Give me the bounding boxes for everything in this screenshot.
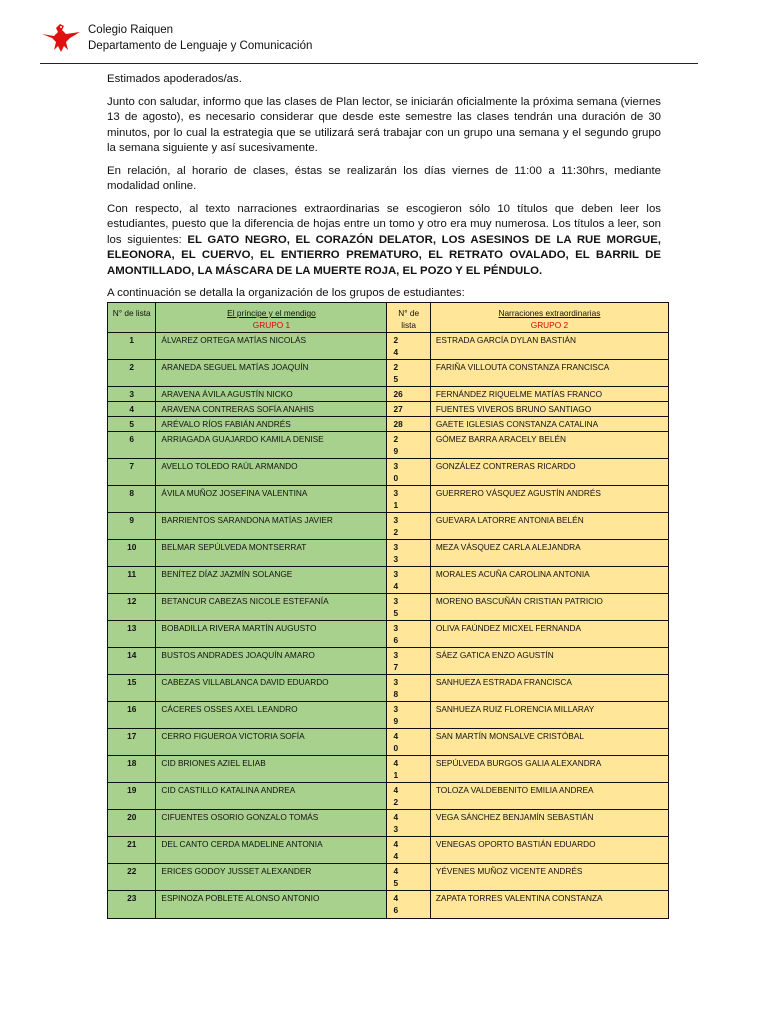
student-name-group-2: MORALES ACUÑA CAROLINA ANTONIA [430,567,668,594]
table-row [108,621,669,648]
list-number-group-2: 3 8 [387,675,430,702]
list-number-group-1: 11 [108,567,156,594]
list-number-group-1: 15 [108,675,156,702]
list-number-group-1: 1 [108,333,156,360]
student-name-group-1: BELMAR SEPÚLVEDA MONTSERRAT [156,540,387,567]
table-row [108,432,669,459]
table-row [108,387,669,402]
list-number-group-1: 7 [108,459,156,486]
list-number-group-1: 20 [108,810,156,837]
list-number-group-1: 14 [108,648,156,675]
list-number-group-1: 4 [108,402,156,417]
student-name-group-1: BETANCUR CABEZAS NICOLE ESTEFANÍA [156,594,387,621]
titles-intro: Con respecto, al texto narraciones extraordinarias se escogieron sólo 10 títulos que deben leer los estudiantes, puesto que la diferencia de hojas entre un tomo y otro era muy numerosa. Los títulos a leer, son los siguientes: [107,202,661,246]
titles-list: EL GATO NEGRO, EL CORAZÓN DELATOR, LOS ASESINOS DE LA RUE MORGUE, ELEONORA, EL CUERVO, EL ENTIERRO PREMATURO, EL RETRATO OVALADO, EL BARRIL DE AMONTILLADO, LA MÁSCARA DE LA MUERTE ROJA, EL POZO Y EL PÉNDULO. [107,233,661,277]
list-number-group-2: 27 [387,402,430,417]
table-row [108,459,669,486]
list-number-group-1: 13 [108,621,156,648]
table-row [108,486,669,513]
student-name-group-1: ERICES GODOY JUSSET ALEXANDER [156,864,387,891]
list-number-group-2: 4 1 [387,756,430,783]
list-number-group-1: 18 [108,756,156,783]
list-number-group-2: 4 2 [387,783,430,810]
student-name-group-1: CABEZAS VILLABLANCA DAVID EDUARDO [156,675,387,702]
list-number-group-1: 19 [108,783,156,810]
student-name-group-2: SAN MARTÍN MONSALVE CRISTÓBAL [430,729,668,756]
student-name-group-1: ARÉVALO RÍOS FABIÁN ANDRÉS [156,417,387,432]
student-name-group-1: BARRIENTOS SARANDONA MATÍAS JAVIER [156,513,387,540]
school-logo-bird-icon [40,20,82,56]
list-number-group-1: 5 [108,417,156,432]
paragraph-titles [107,202,661,280]
student-name-group-2: FERNÁNDEZ RIQUELME MATÍAS FRANCO [430,387,668,402]
student-name-group-1: ARANEDA SEGUEL MATÍAS JOAQUÍN [156,360,387,387]
list-number-group-1: 10 [108,540,156,567]
table-row [108,333,669,360]
student-groups-table [107,302,669,919]
list-number-group-1: 12 [108,594,156,621]
student-name-group-2: FARIÑA VILLOUTA CONSTANZA FRANCISCA [430,360,668,387]
list-number-group-1: 23 [108,891,156,919]
student-name-group-1: ÁVILA MUÑOZ JOSEFINA VALENTINA [156,486,387,513]
header-list-number-1: N° de lista [108,303,156,333]
student-name-group-1: BOBADILLA RIVERA MARTÍN AUGUSTO [156,621,387,648]
student-name-group-2: SANHUEZA ESTRADA FRANCISCA [430,675,668,702]
group-1-title: El príncipe y el mendigo [227,308,316,318]
student-name-group-2: YÉVENES MUÑOZ VICENTE ANDRÉS [430,864,668,891]
student-name-group-2: OLIVA FAÚNDEZ MICXEL FERNANDA [430,621,668,648]
student-name-group-2: MEZA VÁSQUEZ CARLA ALEJANDRA [430,540,668,567]
table-row [108,675,669,702]
student-name-group-1: DEL CANTO CERDA MADELINE ANTONIA [156,837,387,864]
table-row [108,864,669,891]
student-name-group-2: MORENO BASCUÑÁN CRISTIAN PATRICIO [430,594,668,621]
list-number-group-1: 22 [108,864,156,891]
list-number-group-2: 26 [387,387,430,402]
list-number-group-2: 4 4 [387,837,430,864]
student-name-group-2: GUERRERO VÁSQUEZ AGUSTÍN ANDRÉS [430,486,668,513]
header-divider [40,63,698,64]
list-number-group-1: 17 [108,729,156,756]
department-name: Departamento de Lenguaje y Comunicación [88,40,313,52]
paragraph-class-time: En relación, al horario de clases, éstas se realizarán los días viernes de 11:00 a 11:30hrs, mediante modalidad online. [107,164,661,192]
header-group-1 [156,303,387,333]
student-name-group-1: AVELLO TOLEDO RAÚL ARMANDO [156,459,387,486]
student-name-group-1: ESPINOZA POBLETE ALONSO ANTONIO [156,891,387,919]
list-number-group-2: 3 7 [387,648,430,675]
student-name-group-1: CID CASTILLO KATALINA ANDREA [156,783,387,810]
document-header [40,18,740,64]
student-name-group-2: SÁEZ GATICA ENZO AGUSTÍN [430,648,668,675]
header-list-number-2: N° de lista [387,303,430,333]
list-number-group-2: 3 1 [387,486,430,513]
student-name-group-2: GONZÁLEZ CONTRERAS RICARDO [430,459,668,486]
greeting: Estimados apoderados/as. [107,73,242,85]
list-number-group-2: 2 5 [387,360,430,387]
list-number-group-2: 3 0 [387,459,430,486]
list-number-group-2: 3 6 [387,621,430,648]
student-name-group-1: ARRIAGADA GUAJARDO KAMILA DENISE [156,432,387,459]
list-number-group-2: 2 4 [387,333,430,360]
student-name-group-2: SANHUEZA RUIZ FLORENCIA MILLARAY [430,702,668,729]
student-name-group-1: ÁLVAREZ ORTEGA MATÍAS NICOLÁS [156,333,387,360]
student-name-group-1: BUSTOS ANDRADES JOAQUÍN AMARO [156,648,387,675]
list-number-group-1: 21 [108,837,156,864]
list-number-group-2: 3 9 [387,702,430,729]
table-row [108,540,669,567]
paragraph-schedule-start: Junto con saludar, informo que las clases de Plan lector, se iniciarán oficialmente la próxima semana (viernes 13 de agosto), es necesario considerar que desde este semestre las clases tendrán una duración de 30 minutos, por lo cual la estrategia que se utilizará será trabajar con un grupo una semana y el segundo grupo la semana siguiente y así sucesivamente. [107,95,661,154]
student-name-group-2: GUEVARA LATORRE ANTONIA BELÉN [430,513,668,540]
list-number-group-2: 3 2 [387,513,430,540]
student-name-group-2: SEPÚLVEDA BURGOS GALIA ALEXANDRA [430,756,668,783]
list-number-group-1: 9 [108,513,156,540]
header-group-2 [430,303,668,333]
list-number-group-1: 16 [108,702,156,729]
table-row [108,891,669,919]
table-row [108,729,669,756]
school-name: Colegio Raiquen [88,24,174,36]
student-name-group-2: GÓMEZ BARRA ARACELY BELÉN [430,432,668,459]
list-number-group-2: 4 3 [387,810,430,837]
table-row [108,648,669,675]
group-2-title: Narraciones extraordinarias [498,308,601,318]
table-body [108,333,669,919]
student-name-group-1: CIFUENTES OSORIO GONZALO TOMÁS [156,810,387,837]
student-name-group-2: ESTRADA GARCÍA DYLAN BASTIÁN [430,333,668,360]
student-name-group-1: BENÍTEZ DÍAZ JAZMÍN SOLANGE [156,567,387,594]
table-row [108,810,669,837]
student-name-group-1: CÁCERES OSSES AXEL LEANDRO [156,702,387,729]
student-name-group-2: TOLOZA VALDEBENITO EMILIA ANDREA [430,783,668,810]
list-number-group-2: 3 5 [387,594,430,621]
table-row [108,402,669,417]
student-name-group-1: CERRO FIGUEROA VICTORIA SOFÍA [156,729,387,756]
table-row [108,837,669,864]
list-number-group-2: 2 9 [387,432,430,459]
student-name-group-1: ARAVENA CONTRERAS SOFÍA ANAHIS [156,402,387,417]
student-name-group-2: FUENTES VIVEROS BRUNO SANTIAGO [430,402,668,417]
group-1-label: GRUPO 1 [252,320,291,330]
paragraph-table-intro: A continuación se detalla la organización de los grupos de estudiantes: [107,287,465,299]
list-number-group-2: 28 [387,417,430,432]
list-number-group-2: 4 0 [387,729,430,756]
school-info [88,22,312,54]
table-row [108,417,669,432]
table-row [108,594,669,621]
list-number-group-1: 3 [108,387,156,402]
student-name-group-1: CID BRIONES AZIEL ELIAB [156,756,387,783]
student-name-group-2: VEGA SÁNCHEZ BENJAMÍN SEBASTIÁN [430,810,668,837]
table-row [108,360,669,387]
table-row [108,513,669,540]
list-number-group-1: 8 [108,486,156,513]
student-name-group-2: GAETE IGLESIAS CONSTANZA CATALINA [430,417,668,432]
table-row [108,783,669,810]
list-number-group-2: 3 4 [387,567,430,594]
list-number-group-1: 6 [108,432,156,459]
list-number-group-1: 2 [108,360,156,387]
student-name-group-2: VENEGAS OPORTO BASTIÁN EDUARDO [430,837,668,864]
table-row [108,702,669,729]
table-header-row [108,303,669,333]
group-2-label: GRUPO 2 [530,320,569,330]
student-name-group-2: ZAPATA TORRES VALENTINA CONSTANZA [430,891,668,919]
list-number-group-2: 4 5 [387,864,430,891]
list-number-group-2: 4 6 [387,891,430,919]
table-row [108,756,669,783]
list-number-group-2: 3 3 [387,540,430,567]
table-row [108,567,669,594]
letter-body [107,72,661,309]
student-name-group-1: ARAVENA ÁVILA AGUSTÍN NICKO [156,387,387,402]
